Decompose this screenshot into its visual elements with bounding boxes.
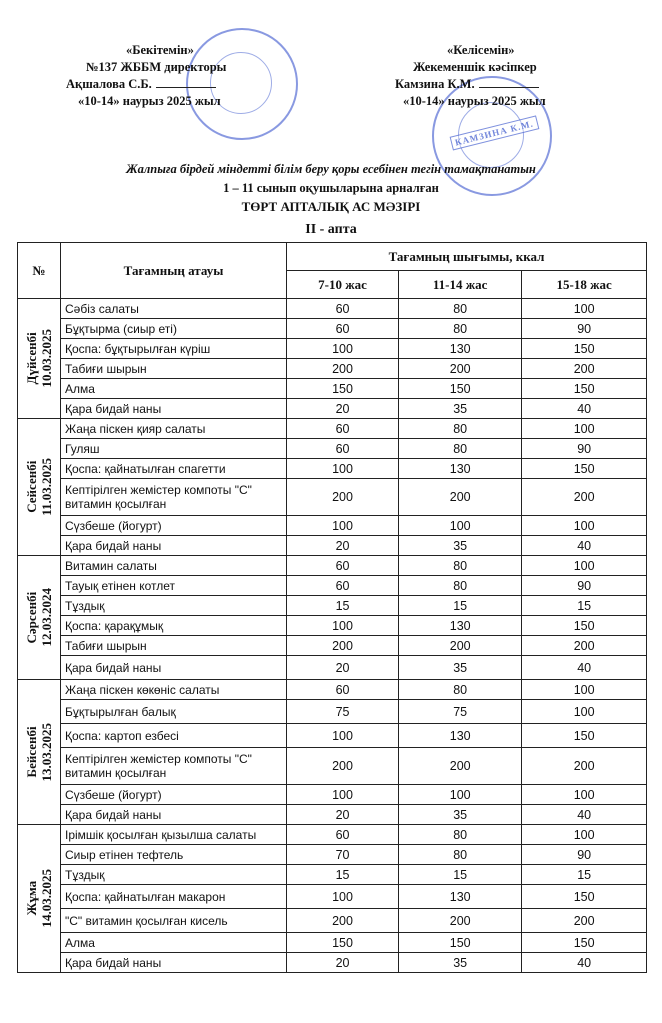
day-cell: [18, 825, 61, 973]
value-11-14: 80: [399, 419, 522, 439]
value-11-14: 130: [399, 885, 522, 909]
value-15-18: 90: [522, 576, 647, 596]
dish-name: Қара бидай наны: [61, 805, 287, 825]
signature-line: [156, 87, 216, 88]
table-row: [18, 748, 647, 785]
value-11-14: 35: [399, 953, 522, 973]
value-7-10: 100: [287, 724, 399, 748]
dish-name: Қоспа: бұқтырылған күріш: [61, 339, 287, 359]
dish-name: Сәбіз салаты: [61, 299, 287, 319]
value-15-18: 40: [522, 399, 647, 419]
dish-name: Сиыр етінен тефтель: [61, 845, 287, 865]
value-7-10: 100: [287, 339, 399, 359]
dish-name: Тұздық: [61, 865, 287, 885]
table-row: [18, 479, 647, 516]
approval-block: [66, 42, 226, 110]
value-15-18: 100: [522, 556, 647, 576]
value-7-10: 100: [287, 616, 399, 636]
title-line-1: Жалпыға бірдей міндетті білім беру қоры есебінен тегін тамақтанатын: [126, 162, 536, 176]
value-15-18: 40: [522, 953, 647, 973]
value-15-18: 200: [522, 636, 647, 656]
value-15-18: 150: [522, 339, 647, 359]
value-15-18: 90: [522, 439, 647, 459]
seal-name-text: КАМЗИНА К.М.: [450, 115, 539, 150]
table-row: [18, 439, 647, 459]
value-15-18: 200: [522, 479, 647, 516]
value-7-10: 150: [287, 933, 399, 953]
table-row: [18, 419, 647, 439]
agreement-date: «10-14» наурыз 2025 жыл: [403, 94, 546, 108]
approval-heading: «Бекітемін»: [126, 43, 194, 57]
dish-name: Сүзбеше (йогурт): [61, 516, 287, 536]
table-row: [18, 700, 647, 724]
value-11-14: 80: [399, 825, 522, 845]
approval-date: «10-14» наурыз 2025 жыл: [78, 94, 221, 108]
value-7-10: 60: [287, 825, 399, 845]
value-7-10: 20: [287, 953, 399, 973]
value-7-10: 60: [287, 319, 399, 339]
value-11-14: 200: [399, 479, 522, 516]
day-date: 11.03.2025: [39, 458, 54, 516]
dish-name: Витамин салаты: [61, 556, 287, 576]
day-name: Бейсенбі: [24, 726, 39, 778]
table-row: [18, 596, 647, 616]
value-15-18: 150: [522, 616, 647, 636]
value-11-14: 150: [399, 379, 522, 399]
table-row: [18, 933, 647, 953]
value-11-14: 200: [399, 909, 522, 933]
table-row: [18, 845, 647, 865]
table-row: [18, 299, 647, 319]
signature-line: [479, 87, 539, 88]
table-row: [18, 359, 647, 379]
table-row: [18, 885, 647, 909]
value-15-18: 150: [522, 933, 647, 953]
dish-name: "С" витамин қосылған кисель: [61, 909, 287, 933]
document-title: ТӨРТ АПТАЛЫҚ АС МӘЗІРІ: [241, 199, 421, 214]
value-7-10: 60: [287, 556, 399, 576]
value-7-10: 200: [287, 748, 399, 785]
table-row: [18, 865, 647, 885]
day-date: 14.03.2025: [39, 869, 54, 928]
agreer-name: Камзина К.М.: [395, 76, 546, 93]
value-15-18: 100: [522, 680, 647, 700]
table-row: [18, 656, 647, 680]
dish-name: Қоспа: қайнатылған спагетти: [61, 459, 287, 479]
dish-name: Жаңа піскен көкөніс салаты: [61, 680, 287, 700]
table-row: [18, 805, 647, 825]
value-7-10: 100: [287, 785, 399, 805]
dish-name: Кептірілген жемістер компоты "С" витамин қосылған: [61, 748, 287, 785]
col-header-age-2: 11-14 жас: [399, 271, 522, 299]
value-11-14: 130: [399, 339, 522, 359]
table-row: [18, 379, 647, 399]
menu-table-body: [18, 299, 647, 973]
value-7-10: 20: [287, 656, 399, 680]
title-line-2: 1 – 11 сынып оқушыларына арналған: [223, 181, 439, 195]
dish-name: Ірімшік қосылған қызылша салаты: [61, 825, 287, 845]
value-7-10: 20: [287, 399, 399, 419]
dish-name: Сүзбеше (йогурт): [61, 785, 287, 805]
value-11-14: 35: [399, 656, 522, 680]
value-15-18: 200: [522, 748, 647, 785]
menu-table: [17, 242, 647, 973]
value-15-18: 200: [522, 359, 647, 379]
agreement-heading: «Келісемін»: [447, 43, 515, 57]
value-7-10: 200: [287, 909, 399, 933]
table-row: [18, 680, 647, 700]
value-15-18: 100: [522, 299, 647, 319]
value-15-18: 150: [522, 459, 647, 479]
value-15-18: 100: [522, 419, 647, 439]
dish-name: Қоспа: қарақұмық: [61, 616, 287, 636]
table-row: [18, 319, 647, 339]
value-11-14: 35: [399, 399, 522, 419]
value-11-14: 130: [399, 459, 522, 479]
day-cell: [18, 680, 61, 825]
dish-name: Қара бидай наны: [61, 536, 287, 556]
dish-name: Алма: [61, 933, 287, 953]
value-11-14: 80: [399, 439, 522, 459]
day-date: 12.03.2024: [39, 588, 54, 647]
dish-name: Алма: [61, 379, 287, 399]
value-7-10: 150: [287, 379, 399, 399]
table-row: [18, 459, 647, 479]
day-name: Дүйсенбі: [24, 332, 39, 385]
value-7-10: 200: [287, 479, 399, 516]
col-header-number: №: [18, 243, 61, 299]
value-15-18: 150: [522, 885, 647, 909]
approver-name: Ақшалова С.Б.: [66, 76, 226, 93]
table-row: [18, 536, 647, 556]
dish-name: Жаңа піскен қияр салаты: [61, 419, 287, 439]
value-7-10: 100: [287, 459, 399, 479]
dish-name: Бұқтырылған балық: [61, 700, 287, 724]
value-11-14: 150: [399, 933, 522, 953]
dish-name: Қоспа: картоп езбесі: [61, 724, 287, 748]
value-11-14: 80: [399, 299, 522, 319]
value-15-18: 150: [522, 724, 647, 748]
value-7-10: 60: [287, 299, 399, 319]
value-11-14: 80: [399, 680, 522, 700]
dish-name: Гуляш: [61, 439, 287, 459]
value-7-10: 20: [287, 805, 399, 825]
dish-name: Бұқтырма (сиыр еті): [61, 319, 287, 339]
table-row: [18, 576, 647, 596]
table-row: [18, 556, 647, 576]
approver-position: №137 ЖББМ директоры: [86, 60, 227, 74]
table-row: [18, 636, 647, 656]
value-15-18: 100: [522, 700, 647, 724]
value-15-18: 90: [522, 845, 647, 865]
agreement-block: [395, 42, 546, 110]
value-11-14: 130: [399, 616, 522, 636]
value-15-18: 100: [522, 825, 647, 845]
value-11-14: 15: [399, 596, 522, 616]
value-15-18: 90: [522, 319, 647, 339]
day-cell: [18, 299, 61, 419]
value-7-10: 60: [287, 576, 399, 596]
value-11-14: 200: [399, 359, 522, 379]
day-date: 10.03.2025: [39, 329, 54, 388]
value-7-10: 20: [287, 536, 399, 556]
value-15-18: 40: [522, 656, 647, 680]
dish-name: Қара бидай наны: [61, 656, 287, 680]
day-name: Жұма: [24, 881, 39, 916]
value-7-10: 15: [287, 596, 399, 616]
week-label: II - апта: [305, 222, 357, 237]
value-15-18: 40: [522, 536, 647, 556]
table-row: [18, 785, 647, 805]
col-header-dish: Тағамның атауы: [61, 243, 287, 299]
value-15-18: 15: [522, 865, 647, 885]
value-15-18: 100: [522, 785, 647, 805]
agreer-position: Жекеменшік кәсіпкер: [413, 60, 537, 74]
table-row: [18, 516, 647, 536]
table-row: [18, 724, 647, 748]
value-7-10: 100: [287, 516, 399, 536]
value-15-18: 40: [522, 805, 647, 825]
value-15-18: 150: [522, 379, 647, 399]
table-row: [18, 399, 647, 419]
value-11-14: 200: [399, 636, 522, 656]
table-row: [18, 616, 647, 636]
day-name: Сәрсенбі: [24, 591, 39, 644]
day-name: Сейсенбі: [24, 460, 39, 514]
table-row: [18, 825, 647, 845]
dish-name: Қоспа: қайнатылған макарон: [61, 885, 287, 909]
value-11-14: 35: [399, 805, 522, 825]
value-15-18: 100: [522, 516, 647, 536]
value-15-18: 200: [522, 909, 647, 933]
dish-name: Кептірілген жемістер компоты "С" витамин қосылған: [61, 479, 287, 516]
day-cell: [18, 419, 61, 556]
value-11-14: 35: [399, 536, 522, 556]
value-7-10: 70: [287, 845, 399, 865]
day-cell: [18, 556, 61, 680]
col-header-age-1: 7-10 жас: [287, 271, 399, 299]
table-row: [18, 339, 647, 359]
dish-name: Қара бидай наны: [61, 953, 287, 973]
value-7-10: 100: [287, 885, 399, 909]
dish-name: Табиғи шырын: [61, 636, 287, 656]
value-7-10: 60: [287, 439, 399, 459]
value-7-10: 60: [287, 680, 399, 700]
dish-name: Қара бидай наны: [61, 399, 287, 419]
table-row: [18, 909, 647, 933]
dish-name: Табиғи шырын: [61, 359, 287, 379]
value-11-14: 80: [399, 319, 522, 339]
value-11-14: 100: [399, 785, 522, 805]
value-7-10: 200: [287, 359, 399, 379]
col-header-age-3: 15-18 жас: [522, 271, 647, 299]
dish-name: Тауық етінен котлет: [61, 576, 287, 596]
value-11-14: 200: [399, 748, 522, 785]
value-11-14: 130: [399, 724, 522, 748]
table-row: [18, 953, 647, 973]
value-11-14: 15: [399, 865, 522, 885]
value-11-14: 80: [399, 845, 522, 865]
col-header-output: Тағамның шығымы, ккал: [287, 243, 647, 271]
value-11-14: 75: [399, 700, 522, 724]
dish-name: Тұздық: [61, 596, 287, 616]
value-7-10: 75: [287, 700, 399, 724]
value-11-14: 100: [399, 516, 522, 536]
value-11-14: 80: [399, 556, 522, 576]
value-15-18: 15: [522, 596, 647, 616]
value-7-10: 15: [287, 865, 399, 885]
value-7-10: 200: [287, 636, 399, 656]
value-11-14: 80: [399, 576, 522, 596]
value-7-10: 60: [287, 419, 399, 439]
day-date: 13.03.2025: [39, 722, 54, 782]
